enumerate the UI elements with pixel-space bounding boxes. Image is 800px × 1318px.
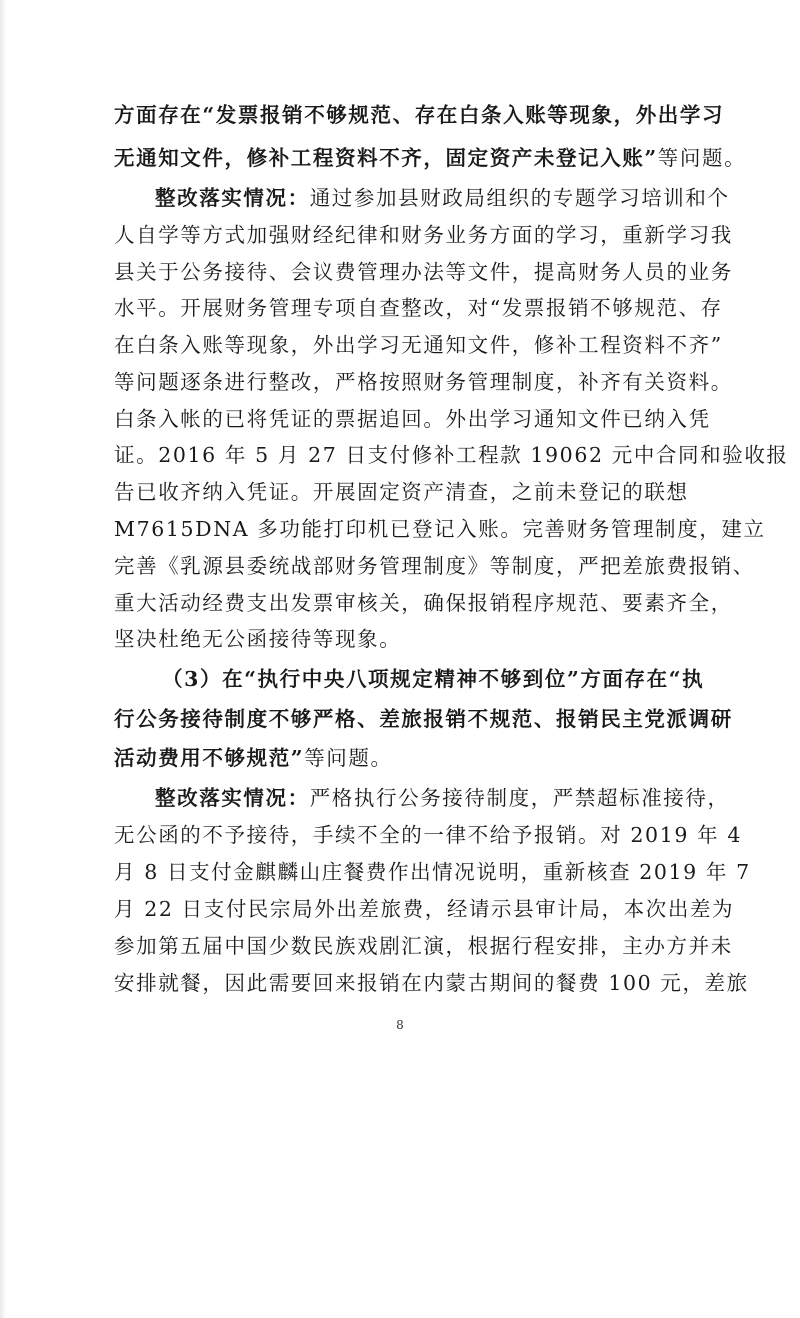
scan-edge-shadow (0, 0, 6, 1318)
paragraph-4-lead: 整改落实情况： (155, 786, 310, 810)
page-number: 8 (396, 1018, 404, 1032)
paragraph-2-line-4: 水平。开展财务管理专项自查整改，对“发票报销不够规范、存 (114, 296, 723, 320)
paragraph-4-line-3: 月 8 日支付金麒麟山庄餐费作出情况说明，重新核查 2019 年 7 (114, 860, 751, 884)
paragraph-2-line-5: 在白条入账等现象，外出学习无通知文件，修补工程资料不齐” (114, 333, 723, 357)
paragraph-2-line-8: 证。2016 年 5 月 27 日支付修补工程款 19062 元中合同和验收报 (114, 443, 789, 467)
paragraph-1-tail: 等问题。 (657, 146, 747, 170)
paragraph-3-line-2: 行公务接待制度不够严格、差旅报销不规范、报销民主党派调研 (114, 707, 733, 731)
paragraph-3-tail: 等问题。 (304, 746, 393, 770)
paragraph-2-lead: 整改落实情况： (155, 186, 310, 210)
paragraph-4-line-6: 安排就餐，因此需要回来报销在内蒙古期间的餐费 100 元，差旅 (114, 971, 749, 995)
paragraph-4-line-5: 参加第五届中国少数民族戏剧汇演，根据行程安排，主办方并未 (114, 934, 733, 958)
paragraph-4-first: 严格执行公务接待制度，严禁超标准接待， (309, 786, 730, 810)
paragraph-2-line-2: 人自学等方式加强财经纪律和财务业务方面的学习，重新学习我 (114, 223, 733, 247)
paragraph-2-line-12: 重大活动经费支出发票审核关，确保报销程序规范、要素齐全， (114, 591, 733, 615)
paragraph-2-line-13: 坚决杜绝无公函接待等现象。 (114, 627, 402, 651)
paragraph-3-line-1: （3）在“执行中央八项规定精神不够到位”方面存在“执 (162, 667, 705, 691)
paragraph-2-first: 通过参加县财政局组织的专题学习培训和个 (309, 186, 730, 210)
paragraph-4-line-4: 月 22 日支付民宗局外出差旅费，经请示县审计局，本次出差为 (114, 897, 735, 921)
paragraph-4-line-2: 无公函的不予接待，手续不全的一律不给予报销。对 2019 年 4 (114, 823, 742, 847)
paragraph-3-last-bold: 活动费用不够规范” (114, 746, 305, 770)
paragraph-3-line-3 (114, 743, 686, 773)
paragraph-2-line-3: 县关于公务接待、会议费管理办法等文件，提高财务人员的业务 (114, 260, 733, 284)
paragraph-2-line-7: 白条入帐的已将凭证的票据追回。外出学习通知文件已纳入凭 (114, 407, 711, 431)
paragraph-1-line-1: 方面存在“发票报销不够规范、存在白条入账等现象，外出学习 (114, 103, 725, 127)
paragraph-2-line-9: 告已收齐纳入凭证。开展固定资产清查，之前未登记的联想 (114, 480, 689, 504)
paragraph-2-line-10: M7615DNA 多功能打印机已登记入账。完善财务管理制度，建立 (114, 517, 766, 541)
paragraph-4-line-1 (155, 783, 730, 813)
paragraph-2-line-11: 完善《乳源县委统战部财务管理制度》等制度，严把差旅费报销、 (114, 554, 755, 578)
paragraph-1-line-2-bold: 无通知文件，修补工程资料不齐，固定资产未登记入账” (114, 146, 658, 170)
paragraph-2-line-1 (155, 183, 730, 213)
paragraph-1-line-2 (114, 143, 747, 173)
paragraph-2-line-6: 等问题逐条进行整改，严格按照财务管理制度，补齐有关资料。 (114, 370, 733, 394)
